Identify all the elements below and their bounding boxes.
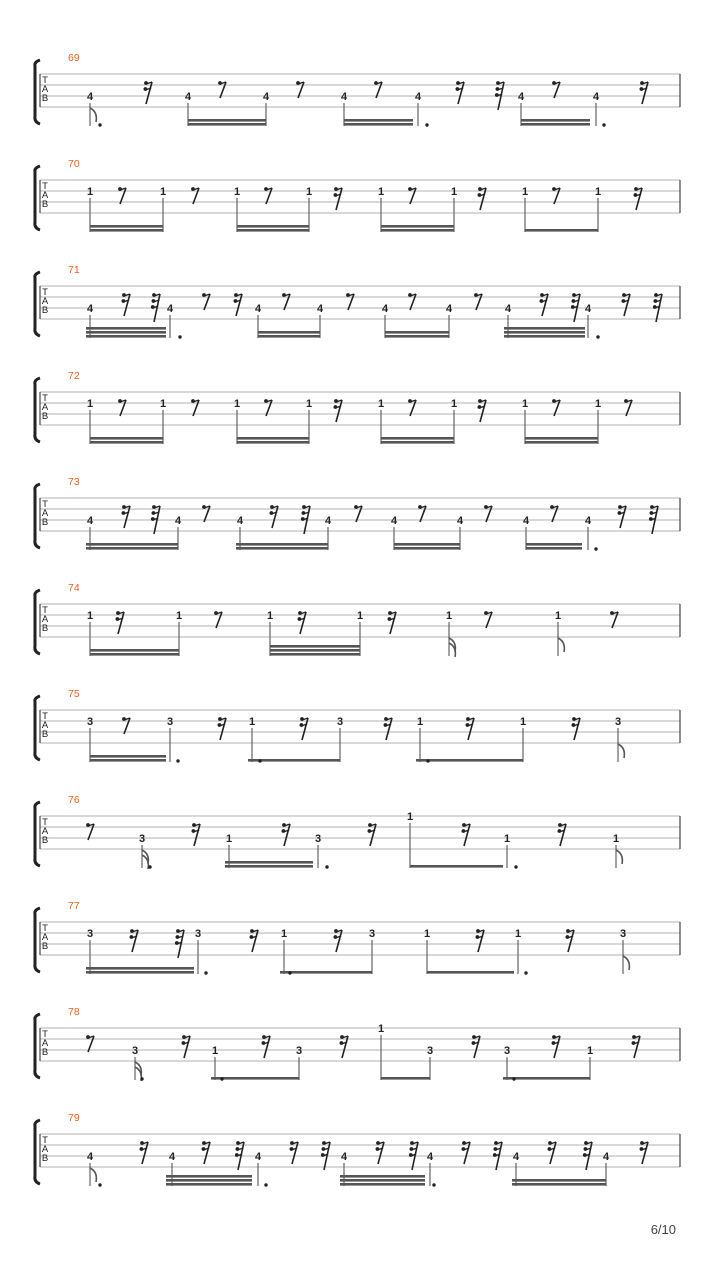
fret-number: 1 [416,716,424,728]
duration-dot [514,865,517,868]
fret-number: 3 [614,716,622,728]
beam [512,1179,606,1182]
duration-dot [432,1183,435,1186]
fret-number: 1 [86,398,94,410]
tab-system [35,52,680,127]
note-flag [90,108,96,122]
beam [248,759,340,762]
fret-number: 1 [594,186,602,198]
eighth-rest-icon [418,505,426,522]
fret-number: 1 [450,398,458,410]
duration-dot [98,1183,101,1186]
beam [340,1183,425,1186]
fret-number: 1 [233,186,241,198]
fret-number: 1 [225,833,233,845]
fret-number: 1 [86,610,94,622]
beam [90,759,166,762]
beam [86,547,178,550]
system-bracket [35,1014,40,1078]
duration-dot [264,1183,267,1186]
beam [211,1077,299,1080]
fret-number: 1 [586,1045,594,1057]
tab-clef-letter: B [41,1153,49,1164]
duration-dot [176,759,179,762]
fret-number: 4 [584,515,592,527]
fret-number: 1 [503,833,511,845]
tab-clef-letter: A [41,508,49,519]
tab-system [35,582,680,657]
eighth-rest-icon [218,81,226,98]
eighth-rest-icon [408,293,416,310]
fret-number: 1 [612,833,620,845]
beam [237,229,309,232]
eighth-rest-icon [408,399,416,416]
duration-dot [512,1077,515,1080]
tab-clef-letter: T [42,1029,48,1040]
fret-number: 1 [305,186,313,198]
tab-clef-letter: A [41,1038,49,1049]
fret-number: 3 [503,1045,511,1057]
beam [504,331,585,334]
fret-number: 4 [166,303,174,315]
beam [225,861,313,864]
fret-number: 1 [377,398,385,410]
tab-system [35,1112,680,1187]
tab-system [35,794,680,869]
tab-clef-letter: A [41,614,49,625]
eighth-rest-icon [552,81,560,98]
beam [394,547,460,550]
beam [280,971,372,974]
fret-number: 1 [514,928,522,940]
beam [270,645,360,648]
fret-number: 1 [266,610,274,622]
note-flag [558,638,564,652]
fret-number: 1 [233,398,241,410]
tab-system [35,476,680,551]
beam [525,229,598,232]
fret-number: 4 [390,515,398,527]
eighth-rest-icon [408,187,416,204]
fret-number: 1 [519,716,527,728]
fret-number: 3 [295,1045,303,1057]
fret-number: 4 [340,91,348,103]
beam [86,967,194,970]
beam [166,1175,252,1178]
beam [86,327,166,330]
duration-dot [425,123,428,126]
fret-number: 4 [445,303,453,315]
fret-number: 1 [211,1045,219,1057]
measure-number: 78 [68,1006,80,1018]
measure-number: 74 [68,582,80,594]
beam [90,653,179,656]
beam [340,1175,425,1178]
eighth-rest-icon [118,187,126,204]
beam [86,335,166,338]
tab-clef-letter: T [42,817,48,828]
eighth-rest-icon [484,505,492,522]
fret-number: 1 [521,186,529,198]
fret-number: 4 [592,91,600,103]
eighth-rest-icon [550,505,558,522]
beam [381,229,454,232]
tab-clef-letter: A [41,720,49,731]
beam [166,1179,252,1182]
duration-dot [140,1077,143,1080]
fret-number: 4 [512,1151,520,1163]
beam [236,547,328,550]
eighth-rest-icon [122,717,130,734]
fret-number: 4 [236,515,244,527]
beam [521,119,590,122]
tab-clef-letter: A [41,84,49,95]
eighth-rest-icon [552,187,560,204]
beam [394,543,460,546]
fret-number: 1 [445,610,453,622]
fret-number: 1 [159,398,167,410]
tab-clef-letter: A [41,296,49,307]
beam [381,441,454,444]
system-bracket [35,1120,40,1184]
eighth-rest-icon [264,399,272,416]
eighth-rest-icon [374,81,382,98]
tab-clef-letter: B [41,305,49,316]
note-flag [616,850,622,864]
note-flag [618,744,624,758]
fret-number: 4 [86,303,94,315]
beam [504,327,585,330]
beam [512,1183,606,1186]
duration-dot [178,335,181,338]
fret-number: 3 [314,833,322,845]
eighth-rest-icon [86,823,94,840]
measure-number: 79 [68,1112,80,1124]
measure-number: 77 [68,900,80,912]
fret-number: 4 [316,303,324,315]
eighth-rest-icon [191,399,199,416]
system-bracket [35,484,40,548]
duration-dot [220,1077,223,1080]
beam [258,331,320,334]
beam [521,123,590,126]
tab-system [35,264,680,339]
fret-number: 3 [619,928,627,940]
fret-number: 1 [594,398,602,410]
beam [270,653,360,656]
duration-dot [426,759,429,762]
fret-number: 3 [86,928,94,940]
duration-dot [325,865,328,868]
fret-number: 1 [305,398,313,410]
measure-number: 69 [68,52,80,64]
tab-clef-letter: B [41,835,49,846]
fret-number: 4 [168,1151,176,1163]
beam [381,437,454,440]
beam [90,441,163,444]
eighth-rest-icon [202,293,210,310]
duration-dot [98,123,101,126]
tab-clef-letter: A [41,826,49,837]
fret-number: 3 [336,716,344,728]
beam [86,971,194,974]
duration-dot [596,335,599,338]
note-flag [90,1168,96,1182]
fret-number: 1 [356,610,364,622]
tab-clef-letter: T [42,1135,48,1146]
tab-clef-letter: A [41,402,49,413]
fret-number: 1 [423,928,431,940]
beam [90,225,163,228]
eighth-rest-icon [484,611,492,628]
fret-number: 3 [131,1045,139,1057]
duration-dot [148,865,151,868]
tab-clef-letter: A [41,1144,49,1155]
beam [381,1077,430,1080]
eighth-rest-icon [624,399,632,416]
measure-number: 71 [68,264,80,276]
tab-clef-letter: A [41,190,49,201]
beam [416,759,523,762]
eighth-rest-icon [296,81,304,98]
beam [86,543,178,546]
fret-number: 1 [450,186,458,198]
system-bracket [35,272,40,336]
fret-number: 4 [517,91,525,103]
note-flag [623,956,629,970]
measure-number: 72 [68,370,80,382]
duration-dot [258,759,261,762]
beam [236,543,328,546]
fret-number: 1 [248,716,256,728]
eighth-rest-icon [282,293,290,310]
fret-number: 1 [159,186,167,198]
fret-number: 4 [254,1151,262,1163]
beam [504,335,585,338]
beam [237,437,309,440]
system-bracket [35,696,40,760]
system-bracket [35,802,40,866]
tab-clef-letter: T [42,499,48,510]
fret-number: 4 [456,515,464,527]
tab-system [35,370,680,444]
beam [270,649,360,652]
fret-number: 3 [86,716,94,728]
page-number: 6/10 [650,1222,676,1237]
fret-number: 1 [377,1023,385,1035]
tab-system [35,688,680,763]
tab-clef-letter: T [42,287,48,298]
beam [237,441,309,444]
fret-number: 3 [368,928,376,940]
fret-number: 4 [584,303,592,315]
measure-number: 75 [68,688,80,700]
tab-clef-letter: B [41,941,49,952]
beam [188,119,266,122]
system-bracket [35,908,40,972]
beam [258,335,320,338]
tab-clef-letter: T [42,923,48,934]
tab-clef-letter: T [42,393,48,404]
fret-number: 4 [184,91,192,103]
eighth-rest-icon [552,399,560,416]
beam [237,225,309,228]
eighth-rest-icon [264,187,272,204]
eighth-rest-icon [118,399,126,416]
beam [90,755,166,758]
tab-clef-letter: T [42,181,48,192]
fret-number: 4 [174,515,182,527]
fret-number: 4 [86,1151,94,1163]
duration-dot [524,971,527,974]
tab-clef-letter: B [41,199,49,210]
measure-number: 70 [68,158,80,170]
duration-dot [204,971,207,974]
fret-number: 4 [381,303,389,315]
fret-number: 1 [377,186,385,198]
tab-clef-letter: T [42,605,48,616]
tab-system [35,900,680,975]
eighth-rest-icon [202,505,210,522]
eighth-rest-icon [191,187,199,204]
beam [525,441,598,444]
fret-number: 4 [86,515,94,527]
beam [225,865,313,868]
fret-number: 1 [86,186,94,198]
beam [385,335,449,338]
tab-clef-letter: B [41,729,49,740]
beam [410,865,503,868]
eighth-rest-icon [474,293,482,310]
tab-clef-letter: T [42,711,48,722]
fret-number: 4 [262,91,270,103]
fret-number: 1 [521,398,529,410]
fret-number: 4 [522,515,530,527]
eighth-rest-icon [610,611,618,628]
beam [525,437,598,440]
beam [166,1183,252,1186]
fret-number: 4 [340,1151,348,1163]
beam [340,1179,425,1182]
tab-system [35,1006,680,1081]
eighth-rest-icon [86,1035,94,1052]
beam [385,331,449,334]
duration-dot [602,123,605,126]
system-bracket [35,60,40,124]
duration-dot [594,547,597,550]
fret-number: 4 [414,91,422,103]
fret-number: 3 [138,833,146,845]
system-bracket [35,166,40,230]
beam [526,543,582,546]
beam [90,437,163,440]
beam [503,1077,590,1080]
eighth-rest-icon [354,505,362,522]
measure-number: 73 [68,476,80,488]
beam [381,225,454,228]
fret-number: 1 [280,928,288,940]
fret-number: 4 [504,303,512,315]
duration-dot [288,971,291,974]
fret-number: 1 [554,610,562,622]
eighth-rest-icon [214,611,222,628]
beam [86,331,166,334]
fret-number: 4 [254,303,262,315]
fret-number: 3 [194,928,202,940]
tab-clef-letter: B [41,623,49,634]
tab-system [35,158,680,232]
beam [344,123,413,126]
beam [427,971,514,974]
system-bracket [35,590,40,654]
tab-clef-letter: B [41,1047,49,1058]
beam [344,119,413,122]
fret-number: 3 [166,716,174,728]
beam [90,229,163,232]
fret-number: 1 [406,811,414,823]
tab-clef-letter: B [41,411,49,422]
tab-clef-letter: B [41,93,49,104]
measure-number: 76 [68,794,80,806]
fret-number: 1 [175,610,183,622]
fret-number: 4 [426,1151,434,1163]
fret-number: 3 [426,1045,434,1057]
fret-number: 4 [324,515,332,527]
eighth-rest-icon [346,293,354,310]
beam [188,123,266,126]
system-bracket [35,378,40,442]
beam [90,649,179,652]
tab-clef-letter: A [41,932,49,943]
beam [526,547,582,550]
tab-clef-letter: B [41,517,49,528]
fret-number: 4 [602,1151,610,1163]
tab-clef-letter: T [42,75,48,86]
fret-number: 4 [86,91,94,103]
